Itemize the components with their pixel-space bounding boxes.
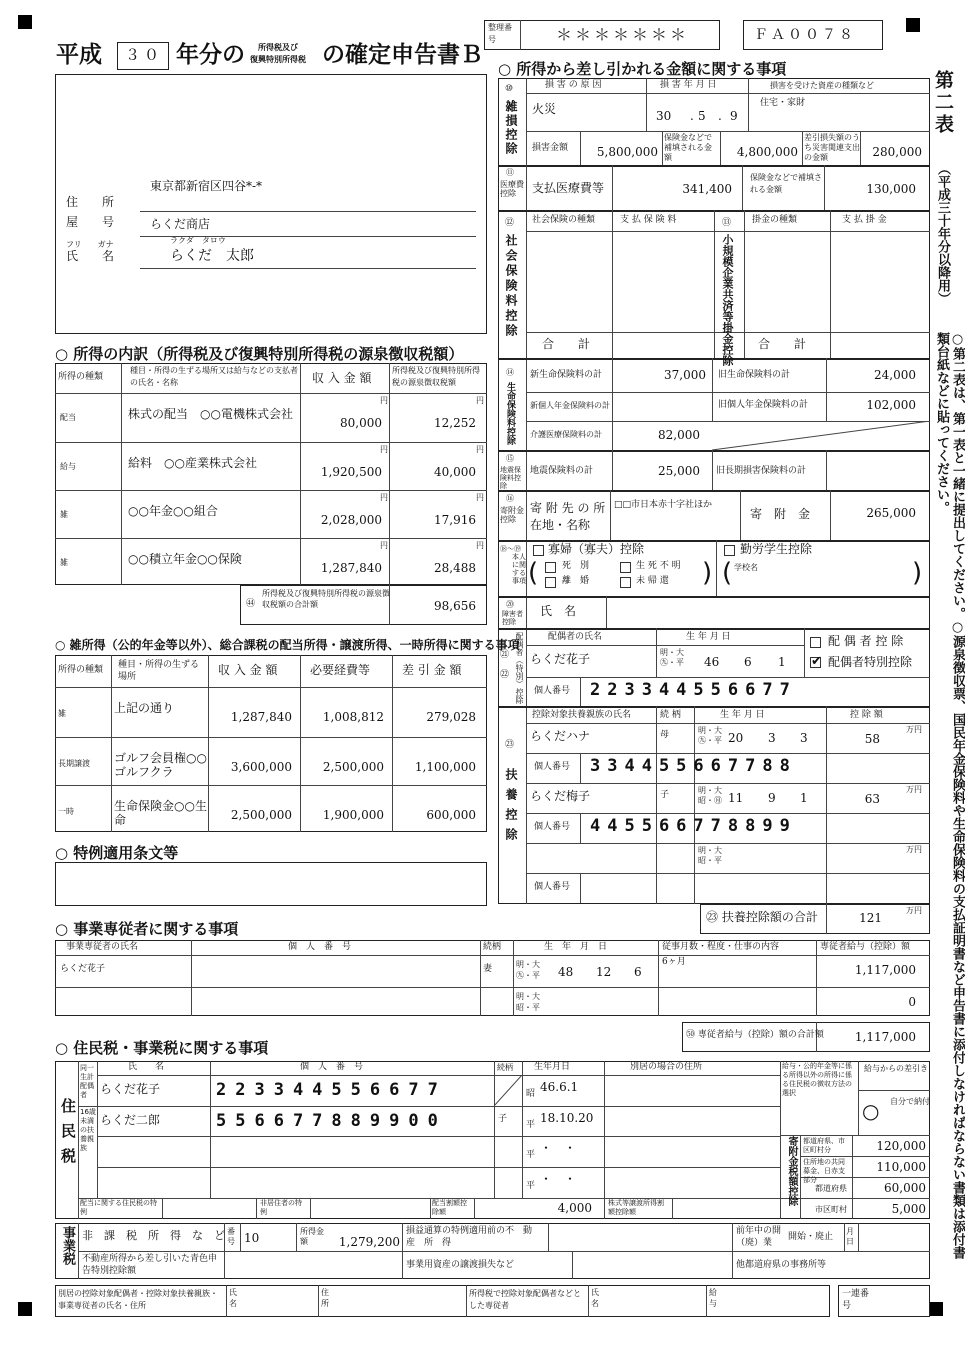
footer-a: 別居の控除対象配偶者・控除対象扶養親族・事業専従者の氏名・住所 <box>58 1289 218 1310</box>
donation-place[interactable]: □□市日本赤十字社ほか <box>614 500 713 510</box>
yen-mark: 円 <box>380 445 388 454</box>
registration-mark-tr <box>906 18 920 32</box>
spouse-d[interactable]: 1 <box>778 655 786 669</box>
special-title: ○ 特例適用条文等 <box>55 844 179 862</box>
misc-row-type: 長期譲渡 <box>58 759 90 768</box>
medical-no: ⑪ <box>506 168 514 177</box>
open-label: 前年中の開（廃）業 <box>736 1226 782 1248</box>
student-paren-l: ( <box>722 558 733 588</box>
misc-title: ○ 雑所得（公的年金等以外）、総合課税の配当所得・譲渡所得、一時所得に関する事項 <box>55 638 520 652</box>
spouse-opt2-check: ✔ <box>811 654 822 669</box>
resident-h-birth: 生年月日 <box>534 1062 571 1072</box>
spouse-mynum-label: 個人番号 <box>534 686 571 696</box>
md-label: 月日 <box>846 1227 854 1246</box>
income-row-amount[interactable]: 1,287,840 <box>320 561 382 575</box>
worker-pay[interactable]: 0 <box>908 995 916 1009</box>
row-divider <box>580 753 581 783</box>
casualty-h-cause: 損 害 の 原 因 <box>545 80 602 90</box>
income-row-tax[interactable]: 17,916 <box>434 513 476 527</box>
income-row-payer[interactable]: 株式の配当 ○○電機株式会社 <box>128 407 293 421</box>
inc-label: 所得金額 <box>300 1227 324 1246</box>
side-note: （平成三十年分以降用） <box>935 162 950 305</box>
widow-option: 寡婦（寡夫）控除 <box>548 542 645 556</box>
resident-era: 平 <box>526 1150 536 1160</box>
unknown-checkbox[interactable] <box>620 562 631 573</box>
workers-total: 1,117,000 <box>854 1030 916 1044</box>
spouse-name[interactable]: らくだ花子 <box>530 652 591 666</box>
dependents-total: 121 <box>859 911 882 925</box>
resident-mynum[interactable]: 556677889900 <box>216 1111 447 1131</box>
div-value[interactable]: 4,000 <box>557 1201 592 1215</box>
div-label: 配当割額控除額 <box>432 1199 467 1216</box>
disabled-name: 氏 名 <box>540 604 577 618</box>
taxpayer-box <box>55 74 487 334</box>
yen-mark: 円 <box>380 541 388 550</box>
income-total: 98,656 <box>434 599 476 613</box>
misc-row-diff[interactable]: 1,100,000 <box>414 760 476 774</box>
widow-paren-r: ) <box>702 558 713 588</box>
worker-name[interactable]: らくだ花子 <box>60 964 106 974</box>
income-row-type: 配当 <box>60 413 76 422</box>
pref-city-label: 都道府県、市区町村分 <box>803 1137 845 1154</box>
misc-row-place[interactable]: ゴルフ会員権○○ゴルフクラ <box>114 751 207 779</box>
footer-b: 氏名 <box>229 1288 237 1308</box>
side-title: 第二表 <box>932 70 954 136</box>
pref-city-value[interactable]: 120,000 <box>876 1139 926 1153</box>
worker-rel[interactable]: 妻 <box>483 964 493 974</box>
misc-row-type: 雑 <box>58 709 66 718</box>
realestate-label: 不動産所得から差し引いた青色申告特別控除額 <box>82 1254 218 1276</box>
small-h-kind: 掛金の種類 <box>752 215 798 225</box>
misc-row-diff[interactable]: 600,000 <box>426 808 476 822</box>
dead-checkbox[interactable] <box>545 562 556 573</box>
life-new-pension: 新個人年金保険料の計 <box>530 401 610 410</box>
income-total-label: 所得税及び復興特別所得税の源泉徴収税額の合計額 <box>262 589 390 609</box>
widow-paren-l: ( <box>528 558 539 588</box>
spouse-opt1: 配 偶 者 控 除 <box>828 634 904 648</box>
resident-birth[interactable]: ・ ・ <box>540 1172 577 1186</box>
medical-ins-label: 保険金などで補填される金額 <box>750 173 822 194</box>
workers-h-name: 事業専従者の氏名 <box>66 942 139 952</box>
misc-h-type: 所得の種類 <box>58 665 104 675</box>
kyuyo-sashi: 給与からの差引き <box>864 1064 928 1073</box>
kyodo-value[interactable]: 110,000 <box>876 1160 926 1174</box>
misc-h-income: 収 入 金 額 <box>218 663 278 677</box>
income-h-tax: 所得税及び復興特別所得税の源泉徴収税額 <box>392 366 480 387</box>
misc-row-expense[interactable]: 1,900,000 <box>322 808 384 822</box>
widow-unknown: 生 死 不 明 <box>636 561 681 571</box>
registration-mark-br <box>929 1302 943 1316</box>
loss-label: 損益通算の特例適用前の不 動 産 所 得 <box>406 1226 542 1248</box>
dependents-h-rel: 続 柄 <box>660 710 681 720</box>
widow-label: 本人に関する事項 <box>512 553 526 585</box>
deductions-title: ○ 所得から差し引かれる金額に関する事項 <box>498 60 787 78</box>
kiyo-label: 寄附金税額控除 <box>786 1136 797 1206</box>
row-rule <box>526 813 930 814</box>
workers-h-pay: 専従者給与（控除）額 <box>820 942 911 952</box>
pref-label: 都道府県 <box>815 1184 847 1193</box>
yen-mark: 円 <box>476 396 484 405</box>
dependents-h-birth: 生 年 月 日 <box>720 710 765 720</box>
row-rule <box>526 783 930 784</box>
dependent-m[interactable]: 3 <box>768 731 776 745</box>
spouse-mynum[interactable]: 223344556677 <box>590 680 797 700</box>
dependent-rel[interactable]: 子 <box>660 790 670 800</box>
resident-h-addr: 別居の場合の住所 <box>630 1062 703 1072</box>
widow-divorce: 離 婚 <box>562 576 590 586</box>
life-old-life-v[interactable]: 24,000 <box>874 368 916 382</box>
misc-h-expense: 必要経費等 <box>310 663 371 677</box>
city-value[interactable]: 5,000 <box>891 1202 926 1216</box>
year-box <box>117 42 169 70</box>
life-old-life: 旧生命保険料の計 <box>718 370 791 380</box>
dependent-m[interactable]: 9 <box>768 791 776 805</box>
life-new-life: 新生命保険料の計 <box>530 370 603 380</box>
dependent-y[interactable]: 11 <box>728 791 744 805</box>
social-h-paid: 支 払 保 険 料 <box>620 215 677 225</box>
dependents-label: 扶養控除 <box>504 768 518 848</box>
self-pay-circle[interactable]: ○ <box>862 1099 880 1123</box>
shop-value[interactable]: らくだ商店 <box>150 217 211 231</box>
dependent-mynum-label: 個人番号 <box>534 762 571 772</box>
dependent-rel[interactable]: 母 <box>660 730 670 740</box>
dependent-mynum[interactable]: 334455667788 <box>590 756 797 776</box>
resident-h-mynum: 個 人 番 号 <box>300 1062 364 1072</box>
casualty-h-asset: 損害を受けた資産の種類など <box>770 81 874 90</box>
resident-side-1: 同一生計配偶者 <box>80 1064 94 1099</box>
dependent-amount[interactable]: 63 <box>864 792 880 806</box>
spouse-h-birth: 生 年 月 日 <box>686 632 731 642</box>
casualty-ins-label: 保険金などで補填される金額 <box>664 133 712 162</box>
unreturned-checkbox[interactable] <box>620 577 631 588</box>
yen-mark: 円 <box>380 493 388 502</box>
casualty-date-m[interactable]: 5 <box>698 109 706 123</box>
dependent-name[interactable]: らくだ梅子 <box>530 789 591 803</box>
income-total-no: ㊹ <box>246 599 256 609</box>
casualty-loss-label: 損害金額 <box>532 143 569 153</box>
no-value[interactable]: 10 <box>244 1231 260 1245</box>
life-care-v[interactable]: 82,000 <box>658 428 700 442</box>
income-row-type: 雑 <box>60 510 68 519</box>
income-h-amount: 収 入 金 額 <box>312 371 372 385</box>
dependent-unit: 万円 <box>906 785 922 794</box>
income-row-tax[interactable]: 12,252 <box>434 416 476 430</box>
nontax-label: 非 課 税 所 得 な ど <box>82 1229 225 1242</box>
stock-label: 株式等譲渡所得割額控除額 <box>608 1199 664 1216</box>
dependent-name[interactable]: らくだハナ <box>530 729 591 743</box>
row-divider <box>580 873 581 903</box>
footer-f: 給与 <box>709 1288 717 1308</box>
casualty-date-dot2: . <box>718 109 722 123</box>
misc-row-income[interactable]: 2,500,000 <box>230 808 292 822</box>
resident-title: ○ 住民税・事業税に関する事項 <box>55 1039 269 1057</box>
casualty-loss[interactable]: 5,800,000 <box>596 145 658 159</box>
kyodo-label: 住所地の共同募金、日赤支部分 <box>803 1158 845 1184</box>
dependents-h-amount: 控 除 額 <box>850 710 883 720</box>
income-row-tax[interactable]: 28,488 <box>434 561 476 575</box>
dependent-era: 明・大 昭・㊊ <box>698 786 722 805</box>
social-total: 合 計 <box>542 337 591 351</box>
income-h-type: 所得の種類 <box>58 372 104 382</box>
resident-h-rel: 続柄 <box>497 1063 513 1072</box>
widow-checkbox[interactable] <box>533 545 544 556</box>
income-row-type: 給与 <box>60 462 76 471</box>
quake-label2: 地震保険料の計 <box>530 466 594 476</box>
misc-row-place[interactable]: 上記の通り <box>114 701 175 715</box>
form-code-box <box>743 20 883 50</box>
row-rule <box>526 753 930 754</box>
income-row-amount[interactable]: 1,920,500 <box>320 465 382 479</box>
casualty-disaster[interactable]: 280,000 <box>872 145 922 159</box>
donation-place-label: 寄 附 先 の 所在地・名称 <box>530 501 606 532</box>
yen-mark: 円 <box>476 445 484 454</box>
medical-paid[interactable]: 341,400 <box>682 182 732 196</box>
income-row-amount[interactable]: 80,000 <box>340 416 382 430</box>
shop-label: 屋 号 <box>66 215 115 229</box>
worker-m[interactable]: 12 <box>596 965 612 979</box>
income-h-payer: 種目・所得の生ずる場所又は給与などの支払者の氏名・名称 <box>130 366 298 387</box>
misc-h-place: 種目・所得の生ずる場所 <box>118 660 200 682</box>
income-row-payer[interactable]: ○○年金○○組合 <box>128 504 218 518</box>
footer-g: 一連番号 <box>842 1289 870 1311</box>
dependent-era: 明・大 ㊈・平 <box>698 726 722 745</box>
spouse-no: ㉑㉒ <box>500 650 510 680</box>
self-pay-label: 自分で納付 <box>890 1097 930 1106</box>
other-pref-label: 他都道府県の事務所等 <box>736 1260 827 1270</box>
life-label: 生命保険料控除 <box>505 382 515 445</box>
casualty-date-d[interactable]: 9 <box>730 109 738 123</box>
casualty-label: 雑損控除 <box>504 100 518 156</box>
worker-work[interactable]: 6ヶ月 <box>662 957 686 967</box>
casualty-asset[interactable]: 住宅・家財 <box>760 98 806 108</box>
life-new-life-v[interactable]: 37,000 <box>664 368 706 382</box>
student-option: 勤労学生控除 <box>740 542 813 556</box>
casualty-disaster-label: 差引損失額のうち災害関連支出の金額 <box>804 133 860 162</box>
small-no: ⑬ <box>722 218 732 228</box>
side-text: ○第二表は、第一表と一緒に提出してください。○源泉徴収票、国民年金保険料や生命保険料の支払証明書など申告書に添付しなければならない書類は添付書類台紙などに貼ってください。 <box>934 332 965 1259</box>
title-b: の確定申告書Ｂ <box>322 41 483 68</box>
dependent-era: 明・大 昭・平 <box>698 846 722 865</box>
disabled-label: 障害者控除 <box>502 610 523 626</box>
student-paren-r: ) <box>912 558 923 588</box>
dependent-unit: 万円 <box>906 845 922 854</box>
student-checkbox[interactable] <box>724 545 735 556</box>
casualty-cause[interactable]: 火災 <box>532 102 557 116</box>
resident-birth[interactable]: 18.10.20 <box>540 1111 594 1125</box>
yen-mark: 円 <box>476 541 484 550</box>
row-rule <box>526 843 930 844</box>
income-row-payer[interactable]: ○○積立年金○○保険 <box>128 552 242 566</box>
seiri-value: ＊＊＊＊＊＊＊ <box>556 25 690 44</box>
casualty-date-dot1: . <box>690 109 694 123</box>
resident-era: 平 <box>526 1120 536 1130</box>
resident-era: 昭 <box>526 1089 536 1099</box>
income-row-type: 雑 <box>60 558 68 567</box>
spouse-label: 配偶者（特別）控除 <box>515 632 524 704</box>
life-old-pension: 旧個人年金保険料の計 <box>718 400 809 410</box>
quake-no: ⑮ <box>506 454 514 463</box>
workers-h-birth: 生 年 月 日 <box>544 942 608 952</box>
row-rule <box>526 873 930 874</box>
spouse-opt2: 配偶者特別控除 <box>828 655 913 669</box>
inc-value[interactable]: 1,279,200 <box>338 1235 400 1249</box>
dependents-no: ㉓ <box>505 740 515 750</box>
name-value[interactable]: らくだ 太郎 <box>170 248 254 264</box>
dependent-mynum-label: 個人番号 <box>534 822 571 832</box>
workers-h-rel: 続柄 <box>483 942 502 952</box>
dependent-unit: 万円 <box>906 725 922 734</box>
dependents-total-label: ㉓ 扶養控除額の合計 <box>706 910 818 924</box>
casualty-date-y[interactable]: 30 <box>656 109 672 123</box>
donation-no: ⑯ <box>506 494 514 503</box>
resident-mynum[interactable]: 223344556677 <box>216 1080 447 1100</box>
worker-d[interactable]: 6 <box>634 965 642 979</box>
misc-row-type: 一時 <box>58 807 74 816</box>
address-value[interactable]: 東京都新宿区四谷*-* <box>150 179 263 193</box>
address-label: 住 所 <box>66 195 115 209</box>
life-no: ⑭ <box>506 368 514 377</box>
dependent-y[interactable]: 20 <box>728 731 744 745</box>
resident-h-name: 氏 名 <box>128 1062 165 1072</box>
title-small-2: 復興特別所得税 <box>250 55 306 64</box>
title-a: 年分の <box>176 41 245 68</box>
year-value: ３０ <box>125 46 164 64</box>
spouse-opt2-checkbox[interactable] <box>810 654 822 669</box>
misc-h-diff: 差 引 金 額 <box>402 663 462 677</box>
misc-row-expense[interactable]: 1,008,812 <box>322 710 384 724</box>
transfer-label: 事業用資産の譲渡損失など <box>406 1260 515 1270</box>
pref-value[interactable]: 60,000 <box>884 1181 926 1195</box>
kyuyo-note: 給与・公的年金等に係る所得以外の所得に係る住民税の徴収方法の選択 <box>782 1062 852 1097</box>
spouse-y[interactable]: 46 <box>704 655 720 669</box>
dependent-d[interactable]: 3 <box>800 731 808 745</box>
quake-label: 地震保険料控除 <box>500 466 521 490</box>
dependent-mynum-label: 個人番号 <box>534 882 571 892</box>
resident-rel-diagonal <box>494 1075 522 1106</box>
seiri-label: 整理番号 <box>488 23 512 44</box>
income-row-tax[interactable]: 40,000 <box>434 465 476 479</box>
hikyoju: 非居住者の特例 <box>260 1199 302 1216</box>
widow-dead: 死 別 <box>562 561 590 571</box>
workers-total-label: ㊿ 専従者給与（控除）額の合計額 <box>686 1030 824 1040</box>
special-box[interactable] <box>55 862 487 906</box>
furigana-label: フリ ガナ <box>66 240 114 249</box>
disabled-no: ⑳ <box>506 600 514 609</box>
life-old-pension-v[interactable]: 102,000 <box>866 398 916 412</box>
resident-side-2: 16歳未満の扶養親族 <box>80 1108 96 1152</box>
divorce-checkbox[interactable] <box>545 577 556 588</box>
title-small-1: 所得税及び <box>258 43 298 52</box>
student-school: 学校名 <box>734 563 758 572</box>
workers-title: ○ 事業専従者に関する事項 <box>55 920 239 938</box>
spouse-h-name: 配偶者の氏名 <box>548 632 603 642</box>
spouse-era: 明・大 ㊈・平 <box>660 648 684 667</box>
row-divider <box>580 813 581 843</box>
registration-mark-bl <box>18 1302 32 1316</box>
income-row-amount[interactable]: 2,028,000 <box>320 513 382 527</box>
medical-ins[interactable]: 130,000 <box>866 182 916 196</box>
small-label: 小規模企業共済等掛金控除 <box>721 234 734 366</box>
form-code: ＦＡ００７８ <box>754 27 856 43</box>
footer-d: 所得税で控除対象配偶者などとした専従者 <box>469 1289 581 1310</box>
life-diagonal <box>712 421 930 450</box>
small-total: 合 計 <box>758 337 807 351</box>
income-title: ○ 所得の内訳（所得税及び復興特別所得税の源泉徴収税額） <box>55 345 464 363</box>
resident-era: 平 <box>526 1181 536 1191</box>
casualty-ins[interactable]: 4,800,000 <box>736 145 798 159</box>
misc-row-expense[interactable]: 2,500,000 <box>322 760 384 774</box>
yen-mark: 円 <box>476 493 484 502</box>
kana-value[interactable]: ラクダ タロウ <box>170 236 226 245</box>
spouse-m[interactable]: 6 <box>744 655 752 669</box>
misc-row-place[interactable]: 生命保険金○○生命 <box>114 799 207 827</box>
era-label: 平成 <box>56 41 102 68</box>
resident-label: 住民税 <box>59 1098 77 1173</box>
widow-unreturned: 未 帰 還 <box>636 576 669 586</box>
haito-note: 配当に関する住民税の特例 <box>80 1199 157 1216</box>
quake-v[interactable]: 25,000 <box>658 464 700 478</box>
name-label: 氏 名 <box>66 249 115 263</box>
quake-old-label: 旧長期損害保険料の計 <box>716 466 807 476</box>
dependents-total-unit: 万円 <box>906 906 922 915</box>
misc-row-income[interactable]: 1,287,840 <box>230 710 292 724</box>
worker-era: 明・大 昭・平 <box>516 992 540 1012</box>
resident-birth[interactable]: 46.6.1 <box>540 1080 579 1094</box>
casualty-no: ⑩ <box>505 84 514 94</box>
donation-label: 寄附金控除 <box>500 506 524 524</box>
open-opts[interactable]: 開始・廃止 <box>788 1232 834 1242</box>
social-h-kind: 社会保険の種類 <box>532 215 596 225</box>
workers-h-mynum: 個 人 番 号 <box>288 942 352 952</box>
yen-mark: 円 <box>380 396 388 405</box>
resident-name[interactable]: らくだ花子 <box>100 1082 161 1096</box>
spouse-opt1-checkbox[interactable] <box>810 637 821 648</box>
worker-pay[interactable]: 1,117,000 <box>854 963 916 977</box>
resident-rel[interactable]: 子 <box>498 1114 508 1124</box>
social-label: 社会保険料控除 <box>504 234 518 339</box>
life-care: 介護医療保険料の計 <box>530 430 602 439</box>
dependent-amount[interactable]: 58 <box>864 732 880 746</box>
resident-name[interactable]: らくだ二郎 <box>100 1113 161 1127</box>
worker-y[interactable]: 48 <box>558 965 574 979</box>
social-no: ⑫ <box>505 218 515 228</box>
registration-mark-tl <box>18 15 32 29</box>
donation-amount-label: 寄 附 金 <box>750 507 811 521</box>
footer-e: 氏名 <box>591 1288 599 1308</box>
misc-row-income[interactable]: 3,600,000 <box>230 760 292 774</box>
misc-row-diff[interactable]: 279,028 <box>426 710 476 724</box>
donation-amount[interactable]: 265,000 <box>866 506 916 520</box>
city-label: 市区町村 <box>815 1205 847 1214</box>
income-row-payer[interactable]: 給料 ○○産業株式会社 <box>128 456 257 470</box>
medical-label: 医療費控除 <box>500 180 524 198</box>
dependents-h-name: 控除対象扶養親族の氏名 <box>532 710 632 720</box>
business-label: 事業税 <box>60 1226 75 1265</box>
worker-era: 明・大 ㊈・平 <box>516 960 540 980</box>
dependent-mynum[interactable]: 445566778899 <box>590 816 797 836</box>
widow-no: ⑱〜⑲ <box>500 545 521 553</box>
small-h-paid: 支 払 掛 金 <box>842 215 887 225</box>
footer-c: 住所 <box>321 1288 329 1308</box>
workers-h-work: 従事月数・程度・仕事の内容 <box>662 942 780 952</box>
medical-paid-label: 支払医療費等 <box>532 181 605 195</box>
casualty-h-date: 損 害 年 月 日 <box>660 80 717 90</box>
dependent-d[interactable]: 1 <box>800 791 808 805</box>
resident-birth[interactable]: ・ ・ <box>540 1141 577 1155</box>
no-label: 番号 <box>227 1227 235 1246</box>
